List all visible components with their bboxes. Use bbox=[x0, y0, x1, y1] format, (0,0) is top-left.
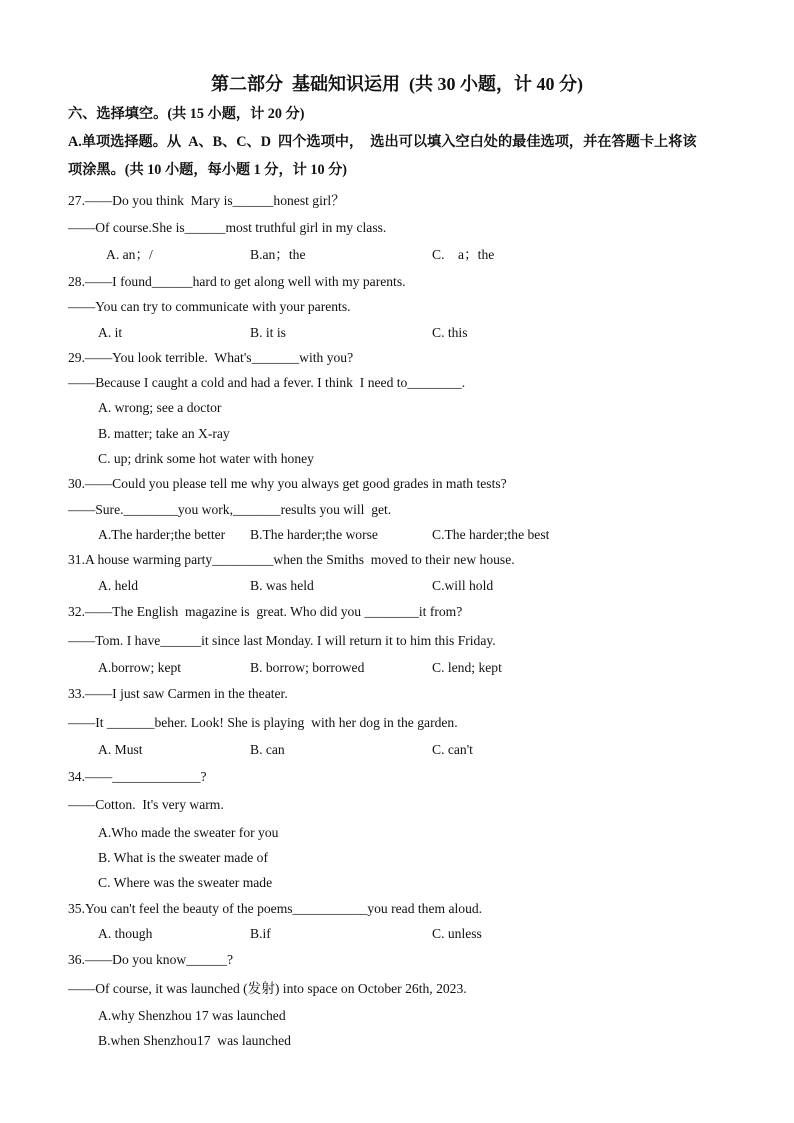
question-30: 30.——Could you please tell me why you always get good grades in math tests? bbox=[68, 476, 507, 491]
q36-option-a: A.why Shenzhou 17 was launched bbox=[98, 1008, 286, 1023]
q27-option-b: B.an；the bbox=[250, 247, 306, 262]
q35-option-a: A. though bbox=[98, 926, 153, 941]
q29-option-a: A. wrong; see a doctor bbox=[98, 400, 222, 415]
question-35: 35.You can't feel the beauty of the poems___________you read them aloud. bbox=[68, 901, 483, 916]
question-34: 34.——_____________? bbox=[68, 769, 207, 784]
section-heading: 六、选择填空。(共 15 小题，计 20 分) bbox=[68, 106, 305, 122]
question-28-reply: ——You can try to communicate with your parents. bbox=[68, 299, 351, 314]
question-32: 32.——The English magazine is great. Who did you ________it from? bbox=[68, 604, 463, 619]
q30-option-b: B.The harder;the worse bbox=[250, 527, 378, 542]
question-30-reply: ——Sure.________you work,_______results you will get. bbox=[68, 502, 392, 517]
q33-option-b: B. can bbox=[250, 742, 285, 757]
q32-option-a: A.borrow; kept bbox=[98, 660, 182, 675]
q31-option-b: B. was held bbox=[250, 578, 314, 593]
question-33: 33.——I just saw Carmen in the theater. bbox=[68, 686, 288, 701]
q33-option-c: C. can't bbox=[432, 742, 473, 757]
q33-option-a: A. Must bbox=[98, 742, 143, 757]
q36-option-b: B.when Shenzhou17 was launched bbox=[98, 1033, 291, 1048]
q34-option-b: B. What is the sweater made of bbox=[98, 850, 268, 865]
question-36: 36.——Do you know______? bbox=[68, 952, 234, 967]
q34-option-a: A.Who made the sweater for you bbox=[98, 825, 279, 840]
q34-option-c: C. Where was the sweater made bbox=[98, 875, 273, 890]
q28-option-c: C. this bbox=[432, 325, 468, 340]
q31-option-a: A. held bbox=[98, 578, 139, 593]
question-29: 29.——You look terrible. What's_______with you? bbox=[68, 350, 354, 365]
q29-option-c: C. up; drink some hot water with honey bbox=[98, 451, 314, 466]
question-36-reply: ——Of course, it was launched (发射) into space on October 26th, 2023. bbox=[68, 981, 467, 996]
q27-option-c: C. a；the bbox=[432, 247, 495, 262]
question-34-reply: ——Cotton. It's very warm. bbox=[68, 797, 224, 812]
instruction-line-1: A.单项选择题。从 A、B、C、D 四个选项中， 选出可以填入空白处的最佳选项，并在答题卡上将该 bbox=[68, 134, 697, 150]
q29-option-b: B. matter; take an X-ray bbox=[98, 426, 230, 441]
question-28: 28.——I found______hard to get along well with my parents. bbox=[68, 274, 406, 289]
question-31: 31.A house warming party_________when the Smiths moved to their new house. bbox=[68, 552, 515, 567]
q27-option-a: A. an；/ bbox=[106, 247, 153, 262]
q28-option-b: B. it is bbox=[250, 325, 286, 340]
q32-option-b: B. borrow; borrowed bbox=[250, 660, 365, 675]
question-27-reply: ——Of course.She is______most truthful girl in my class. bbox=[68, 220, 387, 235]
question-27: 27.——Do you think Mary is______honest girl？ bbox=[68, 193, 345, 208]
q28-option-a: A. it bbox=[98, 325, 123, 340]
q30-option-c: C.The harder;the best bbox=[432, 527, 550, 542]
instruction-line-2: 项涂黑。(共 10 小题，每小题 1 分，计 10 分) bbox=[68, 162, 348, 178]
question-29-reply: ——Because I caught a cold and had a fever. I think I need to________. bbox=[68, 375, 466, 390]
page-title: 第二部分 基础知识运用 (共 30 小题，计 40 分) bbox=[211, 74, 583, 94]
q30-option-a: A.The harder;the better bbox=[98, 527, 226, 542]
q35-option-b: B.if bbox=[250, 926, 271, 941]
question-32-reply: ——Tom. I have______it since last Monday. I will return it to him this Friday. bbox=[68, 633, 496, 648]
q31-option-c: C.will hold bbox=[432, 578, 494, 593]
question-33-reply: ——It _______beher. Look! She is playing with her dog in the garden. bbox=[68, 715, 458, 730]
q32-option-c: C. lend; kept bbox=[432, 660, 502, 675]
q35-option-c: C. unless bbox=[432, 926, 482, 941]
